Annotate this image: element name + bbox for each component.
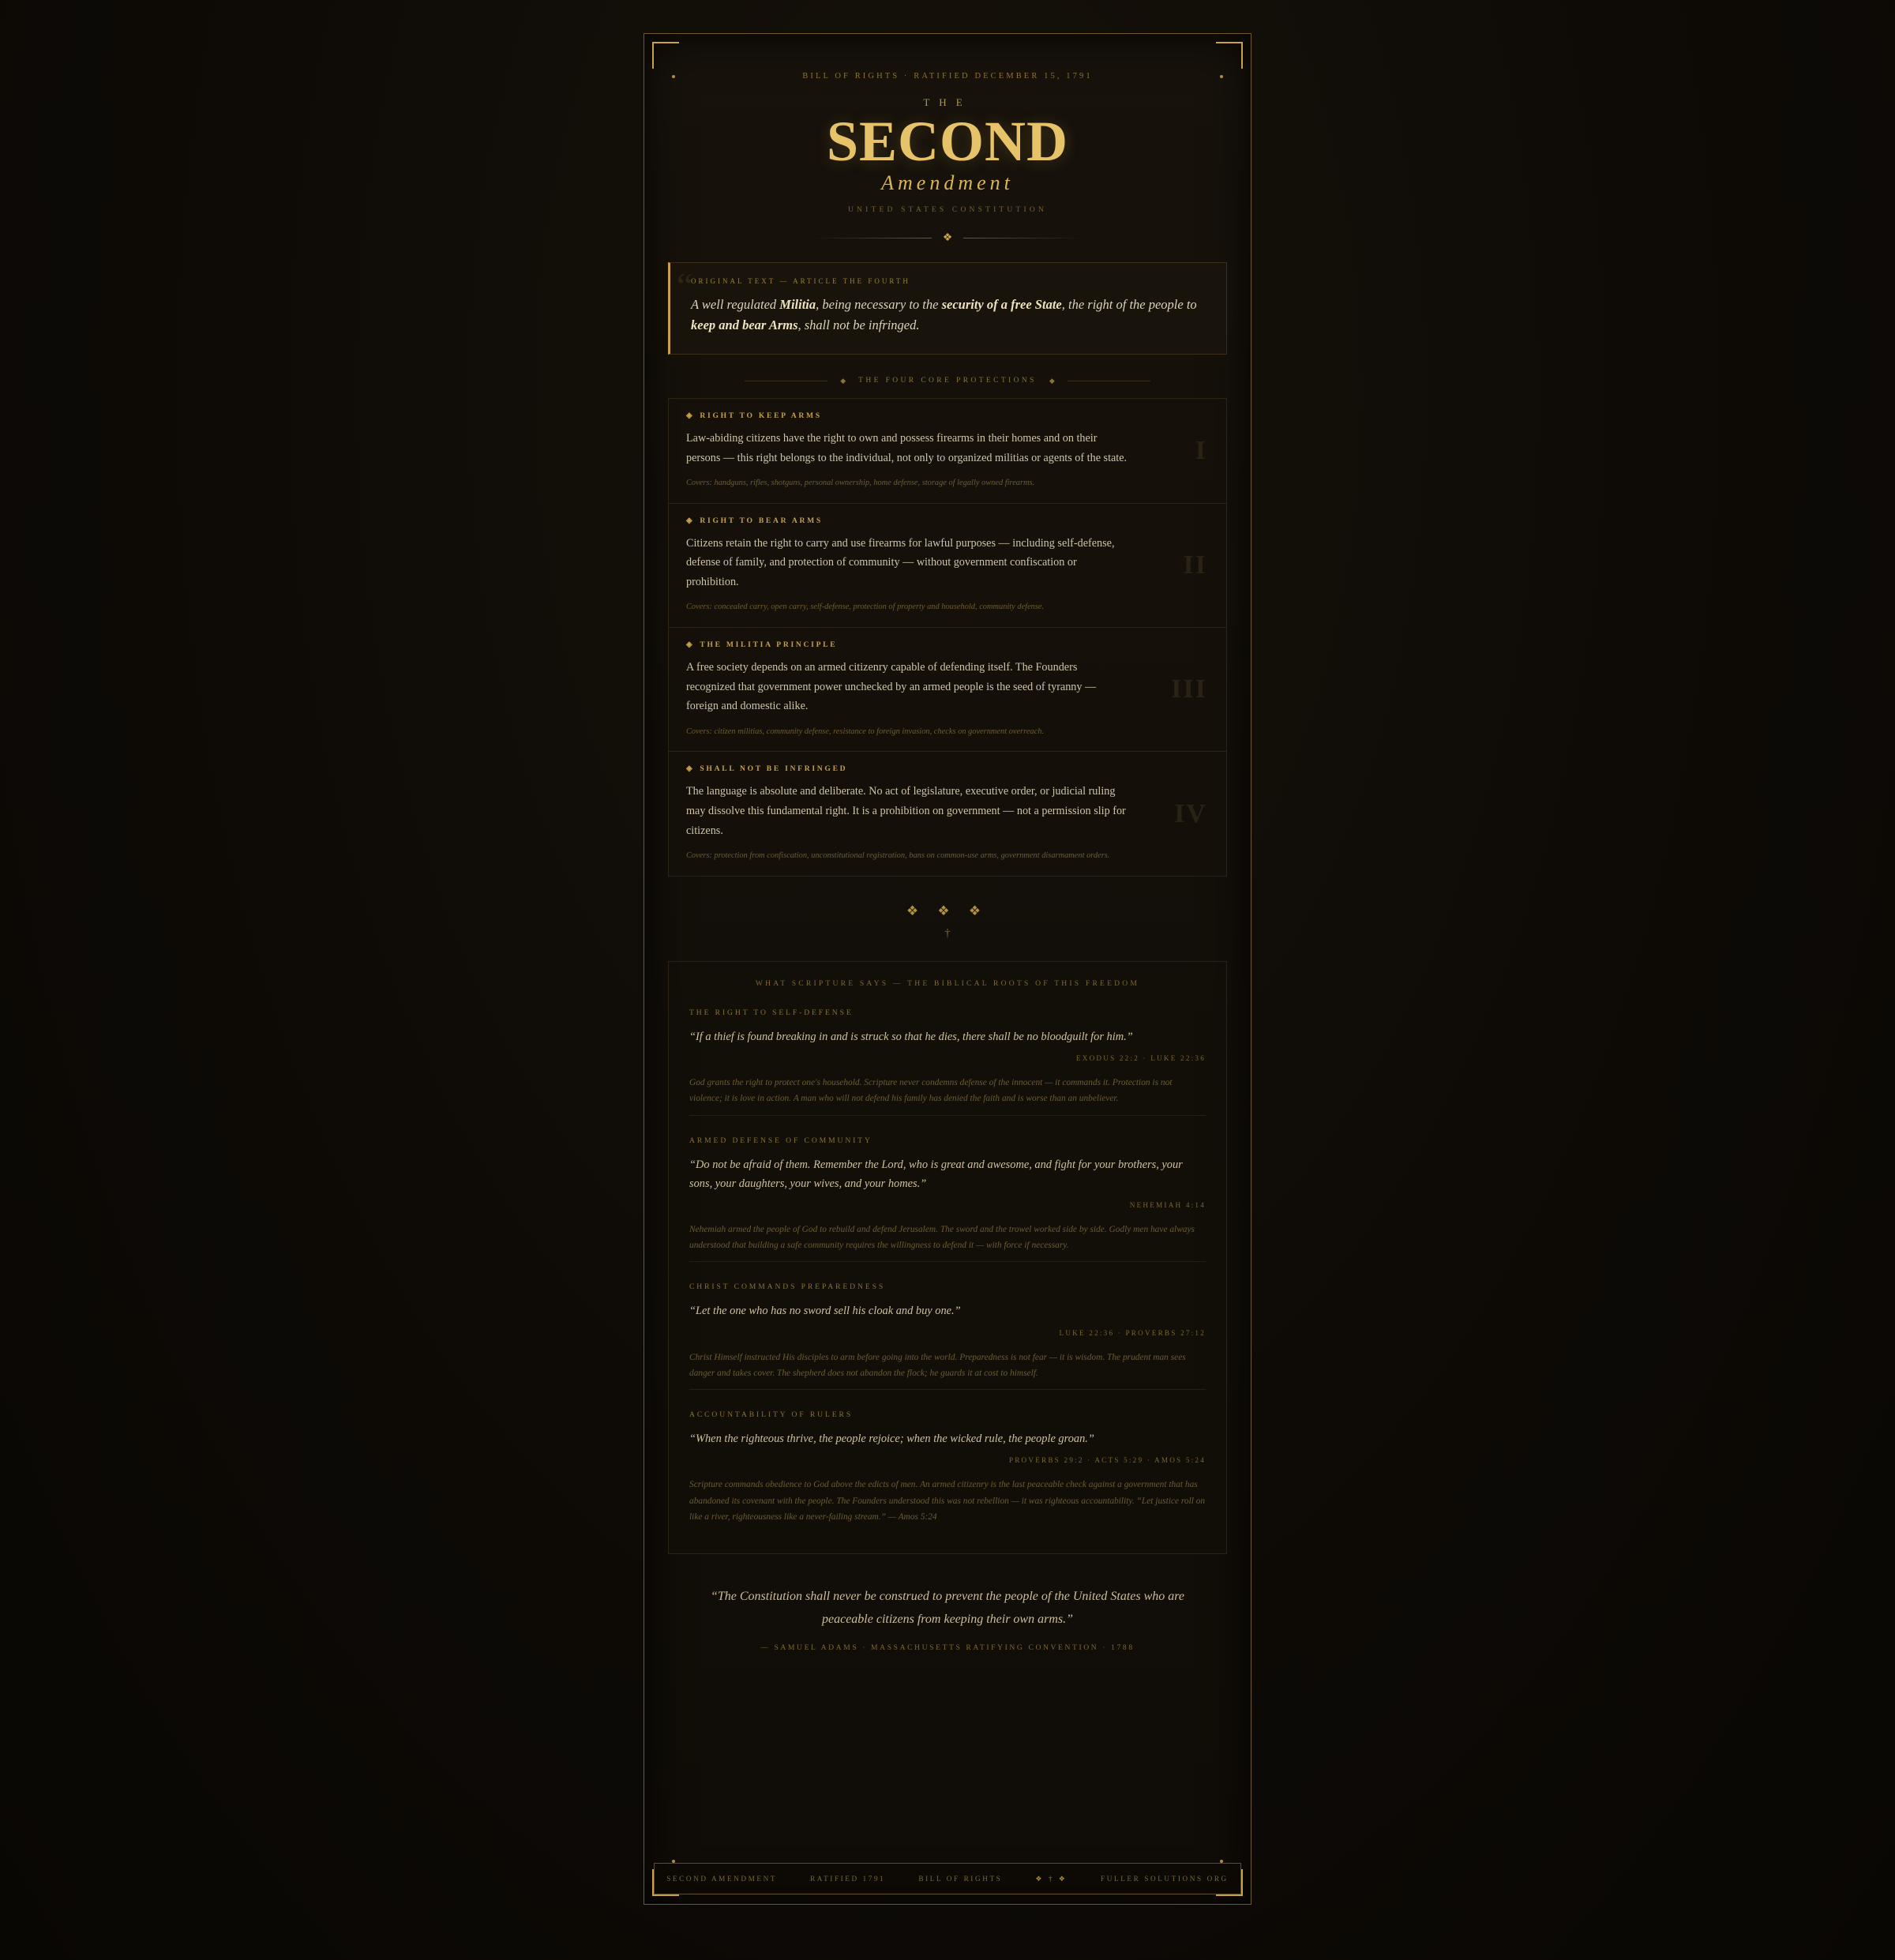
protection-numeral: III — [1171, 674, 1207, 704]
poster-sheet — [644, 33, 1251, 1905]
scripture-section-title: WHAT SCRIPTURE SAYS — THE BIBLICAL ROOTS OF THIS FREEDOM — [755, 978, 1140, 988]
header-subtitle: Amendment — [881, 171, 1014, 194]
protection-heading — [686, 640, 1206, 649]
protection-heading — [686, 516, 1206, 525]
protection-body: Law-abiding citizens have the right to own and possess firearms in their homes and on their persons — this right belongs to the individual, not only to organized militias or agents of the state. — [686, 431, 1128, 464]
protections-list — [668, 398, 1227, 877]
quote-mark-icon: “ — [677, 265, 693, 306]
header-eyebrow: BILL OF RIGHTS · RATIFIED DECEMBER 15, 1791 — [802, 72, 1093, 81]
list-item — [669, 399, 1226, 504]
protection-covers: Covers: concealed carry, open carry, self-defense, protection of property and household, community defense. — [686, 603, 1045, 612]
list-item — [689, 1115, 1206, 1262]
passage-verse: “Do not be afraid of them. Remember the Lord, who is great and awesome, and fight for your brothers, your sons, your daughters, your wives, and your homes.” — [689, 1158, 1183, 1190]
list-item — [689, 1008, 1206, 1115]
gem-icon: ◈ — [686, 411, 695, 420]
protection-heading — [686, 764, 1206, 773]
original-text-bold-3: keep and bear Arms — [691, 317, 798, 333]
band-label: THE FOUR CORE PROTECTIONS — [858, 377, 1037, 385]
closing-attribution: — SAMUEL ADAMS · MASSACHUSETTS RATIFYING CONVENTION · 1788 — [760, 1643, 1135, 1653]
footer-item-bill-of-rights: BILL OF RIGHTS — [918, 1875, 1003, 1883]
original-text-body — [691, 295, 1206, 336]
scripture-section — [668, 961, 1227, 1555]
closing-quote-block — [692, 1586, 1203, 1652]
list-item — [669, 752, 1226, 876]
protection-covers: Covers: protection from confiscation, unconstitutional registration, bans on common-use arms, government disarmament orders. — [686, 851, 1110, 861]
header-the: THE — [923, 96, 972, 108]
header-source: UNITED STATES CONSTITUTION — [848, 205, 1047, 214]
closing-quote-text: “The Constitution shall never be construed to prevent the people of the United States who are peaceable citizens from keeping their own arms.” — [710, 1590, 1185, 1626]
passage-reference: NEHEMIAH 4:14 — [1129, 1200, 1206, 1209]
poster-header — [644, 34, 1251, 245]
protection-covers: Covers: citizen militias, community defense, resistance to foreign invasion, checks on government overreach. — [686, 727, 1045, 736]
cross-icon: † — [944, 926, 951, 940]
ornament-divider — [644, 903, 1251, 941]
header-ornament-row — [692, 231, 1203, 245]
gem-icon: ◈ — [686, 764, 695, 774]
original-text-bold-1: Militia — [779, 296, 816, 312]
list-item — [669, 628, 1226, 752]
list-item — [669, 504, 1226, 628]
original-text-card — [668, 262, 1227, 355]
passage-reference: PROVERBS 29:2 · ACTS 5:29 · AMOS 5:24 — [1008, 1456, 1206, 1465]
protection-numeral: I — [1195, 435, 1207, 465]
protection-numeral: II — [1183, 550, 1207, 580]
original-text-bold-2: security of a free State — [941, 296, 1062, 312]
passage-label: CHRIST COMMANDS PREPAREDNESS — [689, 1282, 886, 1292]
protection-title: RIGHT TO BEAR ARMS — [700, 516, 823, 525]
passage-note: Nehemiah armed the people of God to rebuild and defend Jerusalem. The sword and the trowel worked side by side. Godly men have always understood that building a safe community requires the willingness to defend it — with force if necessary. — [689, 1224, 1195, 1251]
page-title: SECOND — [826, 110, 1069, 173]
list-item — [689, 1389, 1206, 1533]
passage-verse: “If a thief is found breaking in and is struck so that he dies, there shall be no bloodguilt for him.” — [689, 1030, 1133, 1043]
passage-reference: LUKE 22:36 · PROVERBS 27:12 — [1059, 1328, 1206, 1337]
band-diamond-right-icon: ◆ — [1049, 376, 1055, 385]
original-text-part-2: , being necessary to the — [816, 296, 942, 312]
corner-dot-top-right — [1220, 75, 1223, 78]
passage-label: THE RIGHT TO SELF-DEFENSE — [689, 1008, 854, 1017]
original-text-label: ORIGINAL TEXT — ARTICLE THE FOURTH — [691, 276, 910, 285]
footer-item-ratified: RATIFIED 1791 — [810, 1875, 886, 1883]
triple-diamond-icon: ❖ ❖ ❖ — [906, 903, 989, 918]
passage-note: God grants the right to protect one's household. Scripture never condemns defense of the innocent — it commands it. Protection is not violence; it is love in action. A man who will not defend his family has denied the faith and is worse than an unbeliever. — [689, 1077, 1173, 1104]
corner-bracket-top-left — [652, 42, 679, 69]
list-item — [689, 1261, 1206, 1389]
original-text-part-3: , the right of the people to — [1061, 296, 1197, 312]
footer-ornament-icon: ❖ † ❖ — [1035, 1874, 1068, 1883]
passage-note: Christ Himself instructed His disciples to arm before going into the world. Preparedness is not fear — it is wisdom. The prudent man sees danger and takes cover. The shepherd does not abandon the flock; he guards it at cost to himself. — [689, 1352, 1186, 1378]
protection-body: A free society depends on an armed citizenry capable of defending itself. The Founders recognized that government power unchecked by an armed people is the seed of tyranny — foreign and domestic alike. — [686, 661, 1097, 713]
protection-title: RIGHT TO KEEP ARMS — [700, 411, 822, 420]
gem-icon: ◈ — [686, 640, 695, 650]
protection-body: The language is absolute and deliberate. No act of legislature, executive order, or judicial ruling may dissolve this fundamental right. It is a prohibition on government — not a permission slip for citizens. — [686, 785, 1126, 837]
protection-numeral: IV — [1174, 798, 1207, 828]
protection-title: SHALL NOT BE INFRINGED — [700, 764, 848, 774]
passage-note: Scripture commands obedience to God above the edicts of men. An armed citizenry is the last peaceable check against a government that has abandoned its covenant with the people. The Founders understood this was not rebellion — it was righteous accountability. “Let justice roll on like a river, righteousness like a never-failing stream.” — Amos 5:24 — [689, 1480, 1206, 1523]
passage-verse: “When the righteous thrive, the people rejoice; when the wicked rule, the people groan.” — [689, 1432, 1094, 1446]
band-diamond-left-icon: ◆ — [840, 376, 846, 385]
protection-heading — [686, 411, 1206, 420]
passage-reference: EXODUS 22:2 · LUKE 22:36 — [1075, 1053, 1206, 1062]
corner-bracket-top-right — [1216, 42, 1243, 69]
footer-item-amendment: SECOND AMENDMENT — [666, 1875, 778, 1883]
gem-icon: ◈ — [686, 516, 695, 525]
corner-dot-top-left — [672, 75, 675, 78]
passage-verse: “Let the one who has no sword sell his cloak and buy one.” — [689, 1305, 961, 1318]
passage-label: ACCOUNTABILITY OF RULERS — [689, 1410, 854, 1420]
footer-brand: FULLER SOLUTIONS ORG — [1101, 1875, 1229, 1883]
protection-title: THE MILITIA PRINCIPLE — [700, 640, 838, 650]
protection-body: Citizens retain the right to carry and use firearms for lawful purposes — including self-defense, defense of family, and protection of community — without government confiscation or prohibition. — [686, 536, 1115, 588]
protection-covers: Covers: handguns, rifles, shotguns, personal ownership, home defense, storage of legally owned firearms. — [686, 479, 1035, 488]
passage-label: ARMED DEFENSE OF COMMUNITY — [689, 1136, 872, 1145]
original-text-part-1: A well regulated — [691, 296, 780, 312]
poster-footer — [654, 1863, 1241, 1894]
section-band-protections — [668, 377, 1227, 385]
original-text-part-4: , shall not be infringed. — [797, 317, 920, 333]
diamond-ornament-icon: ❖ — [942, 231, 953, 244]
